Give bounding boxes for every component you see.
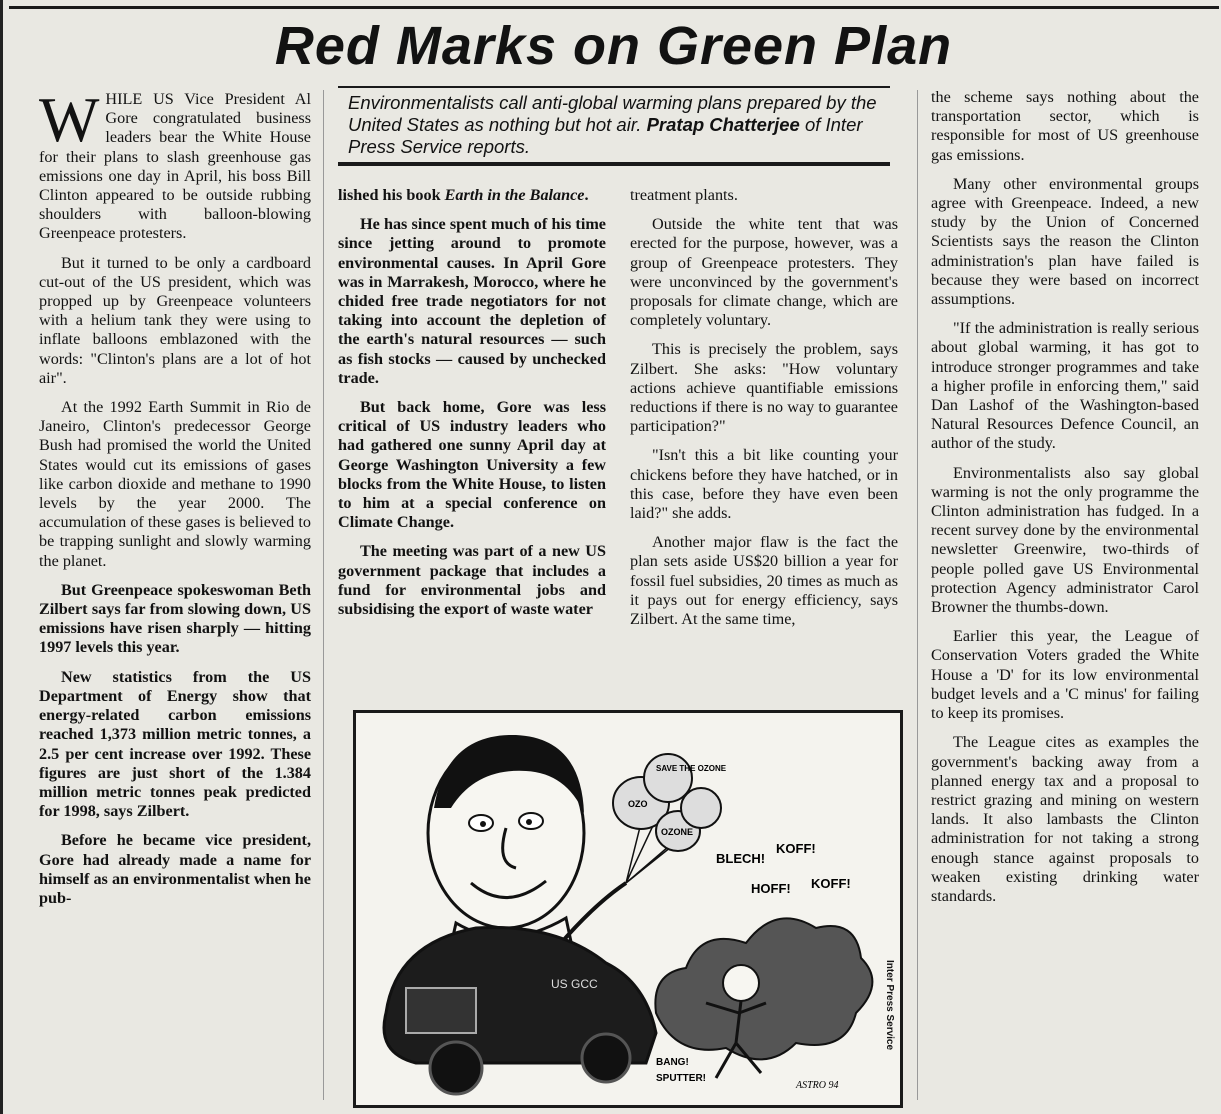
sfx-text: HOFF! (751, 881, 791, 896)
paragraph: But it turned to be only a cardboard cut-out of the US president, which was propped up by Greenpeace volunteers with a helium tank they were using to inflate balloons emblazoned with the words: "Clinton's plans are a lot of hot air". (39, 253, 311, 387)
editorial-cartoon (353, 710, 903, 1108)
running-figure (723, 965, 759, 1001)
article-column-1 (39, 84, 311, 918)
paragraph: The League cites as examples the government's backing away from a planned energy tax and a proposal to restrict grazing and mining on western lands. It also lambasts the Clinton administration for not taking a strong enough stance against proposals to weaken existing drinking water standards. (931, 733, 1199, 905)
sfx-text: BANG! (656, 1057, 689, 1068)
drop-cap: W (39, 84, 100, 155)
paragraph: At the 1992 Earth Summit in Rio de Janeiro, Clinton's predecessor George Bush had promised the world the United States would cut its emissions of gases like carbon dioxide and methane to 1990 levels by the year 2000. The accumulation of these gases is believed to be trapping sunlight and slowly warming the planet. (39, 398, 311, 570)
photo-credit: Inter Press Service (884, 960, 895, 1051)
deck (338, 86, 890, 166)
paragraph: Before he became vice president, Gore had already made a name for himself as an environmentalist when he pub- (39, 831, 311, 907)
paragraph: But Greenpeace spokeswoman Beth Zilbert says far from slowing down, US emissions have risen sharply — hitting 1997 levels this year. (39, 580, 311, 657)
paragraph-text: HILE US Vice President Al Gore congratulated business leaders bear the White House for their plans to slash greenhouse gas emissions one day in April, his boss Bill Clinton appeared to be outside rubbing shoulders with balloon-blowing Greenpeace protesters. (39, 90, 311, 243)
deck-tail: of Inter Press Service reports. (348, 114, 863, 157)
column-divider (917, 90, 918, 1100)
sfx-text: BLECH! (716, 851, 766, 866)
paragraph: Environmentalists also say global warming is not the only programme the Clinton administration has fudged. In a recent survey done by the environmental newsletter Greenwire, two-thirds of people polled gave US Environmental protection Agency administrator Carol Browner the thumbs-down. (931, 463, 1199, 617)
paragraph-text: lished his book (338, 186, 445, 204)
paragraph (39, 84, 311, 244)
cartoonist-signature: ASTRO 94 (796, 1080, 839, 1091)
paragraph: New statistics from the US Department of Energy show that energy-related carbon emissions reached 1,373 million metric tonnes, a 2.5 per cent increase over 1992. These figures are just short of the 1.384 million metric tonnes peak predicted for 1998, says Zilbert. (39, 667, 311, 821)
balloon-text: SAVE THE OZONE (656, 764, 727, 773)
paragraph: "Isn't this a bit like counting your chickens before they have hatched, or in this case, before they have even been laid?" she adds. (630, 446, 898, 523)
paragraph: the scheme says nothing about the transportation sector, which is responsible for most of US greenhouse gas emissions. (931, 88, 1199, 164)
column-divider (323, 90, 324, 1100)
sfx-text: SPUTTER! (656, 1073, 706, 1084)
car-wheel (582, 1034, 630, 1082)
paragraph-text: . (584, 186, 589, 204)
exhaust-cloud (655, 918, 872, 1059)
book-title: Earth in the Balance (444, 186, 585, 204)
top-rule (9, 6, 1219, 9)
paragraph: The meeting was part of a new US government package that includes a fund for environmental jobs and subsidising the export of waste water (338, 542, 606, 619)
car-label: US GCC (551, 977, 598, 991)
paragraph: Another major flaw is the fact the plan sets aside US$20 billion a year for fossil fuel subsidies, 20 times as much as it pays out for energy efficiency, says Zilbert. At the same time, (630, 533, 898, 629)
headline: Red Marks on Green Plan (274, 16, 953, 76)
balloon-text: OZONE (661, 827, 694, 837)
balloon-text: OZO (628, 799, 648, 809)
paragraph: "If the administration is really serious about global warming, it has got to introduce stronger programmes and take a higher profile in enforcing them," said Dan Lashof of the Washington-based Natural Resources Defence Council, an author of the study. (931, 319, 1199, 453)
paragraph: He has since spent much of his time since jetting around to promote environmental causes. In April Gore was in Marrakesh, Morocco, where he chided free trade negotiators for not taking into account the depletion of the earth's natural resources — such as fish stocks — caused by unchecked trade. (338, 215, 606, 387)
sfx-text: KOFF! (811, 876, 851, 891)
article-column-3 (630, 186, 898, 639)
deck-author: Pratap Chatterjee (646, 114, 800, 135)
paragraph: Many other environmental groups agree with Greenpeace. Indeed, a new study by the Union of Concerned Scientists says the reason the Clinton administration's plan have failed is because they were based on incorrect assumptions. (931, 174, 1199, 309)
paragraph: This is precisely the problem, says Zilbert. She asks: "How voluntary actions achieve quantifiable emissions reductions if there is no way to guarantee participation?" (630, 340, 898, 436)
paragraph: But back home, Gore was less critical of US industry leaders who had gathered one sunny April day at George Washington University a few blocks from the White House, to listen to him at a special conference on Climate Change. (338, 398, 606, 532)
paragraph (338, 186, 606, 205)
car-wheel (430, 1042, 482, 1094)
article-column-2 (338, 186, 606, 629)
paragraph: Earlier this year, the League of Conservation Voters graded the White House a 'D' for its low environmental budget levels and a 'C minus' for failing to keep its promises. (931, 627, 1199, 723)
sfx-text: KOFF! (776, 841, 816, 856)
deck-lead: Environmentalists call anti-global warming plans prepared by the United States as nothing but hot air. (348, 92, 877, 135)
cartoon-drawing (356, 713, 900, 1105)
paragraph: treatment plants. (630, 186, 738, 204)
paragraph: Outside the white tent that was erected for the purpose, however, was a group of Greenpeace protesters. They were unconvinced by the government's proposals for climate change, which are completely voluntary. (630, 215, 898, 330)
balloon (681, 788, 721, 828)
article-column-4 (931, 88, 1199, 916)
